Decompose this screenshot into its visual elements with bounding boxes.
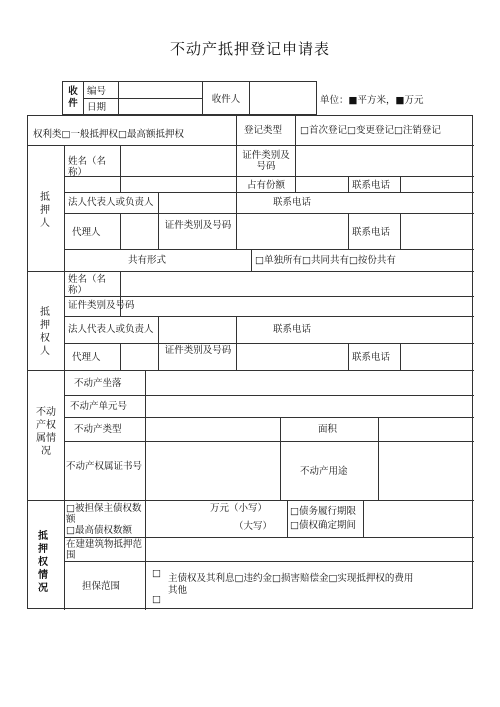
mortgagor-share-label: 占有份额 (246, 180, 285, 191)
mortgagor-id-label: 证件类别及号码 (242, 150, 290, 172)
property-cert-label: 不动产权属证书号 (66, 461, 143, 472)
claim-period-option[interactable]: □债权确定期间 (290, 520, 356, 531)
mortgagee-id-label: 证件类别及号码 (68, 300, 135, 311)
mortgagor-agent-id-label: 证件类别及号码 (164, 220, 232, 231)
mortgagee-legal-rep-label: 法人代表人或负责人 (68, 324, 154, 335)
yuan-small-label: 万元（小写） (210, 503, 268, 514)
number-field[interactable] (119, 82, 203, 99)
mortgagee-agent-id-label: 证件类别及号码 (164, 345, 232, 356)
receiver-label: 收件人 (203, 82, 250, 115)
mortgagee-legal-contact-label: 联系电话 (273, 324, 312, 335)
receiver-field[interactable] (250, 82, 317, 115)
property-usage-label: 不动产用途 (300, 466, 348, 477)
property-location-label: 不动产坐落 (74, 378, 122, 389)
property-type-label: 不动产类型 (74, 424, 122, 435)
scope-label: 担保范围 (82, 581, 121, 592)
co-own-label: 共有形式 (128, 255, 167, 266)
mortgagor-section: 抵押人 (40, 192, 50, 229)
co-own-options[interactable]: □单独所有□共同共有□按份共有 (255, 255, 396, 266)
date-label: 日期 (84, 98, 119, 115)
property-unit-label: 不动产单元号 (70, 401, 128, 412)
number-label: 编号 (84, 82, 119, 99)
mortgagee-name-label: 姓名（名称） (68, 274, 107, 296)
max-amount-option[interactable]: □最高债权数额 (66, 525, 132, 536)
mortgage-section: 抵押权情况 (38, 531, 48, 594)
date-field[interactable] (119, 98, 203, 115)
mortgagor-name-label: 姓名（名称） (68, 156, 107, 178)
scope-other: 其他 (168, 585, 188, 596)
yuan-big-label: （大写） (234, 521, 273, 532)
property-area-label: 面积 (318, 424, 338, 435)
property-section: 不动产权属情况 (36, 407, 56, 457)
scope-options[interactable]: 主债权及其利息□违约金□损害赔偿金□实现抵押权的费用 (168, 573, 414, 584)
application-form (27, 115, 473, 609)
mortgagor-contact-label: 联系电话 (352, 180, 391, 191)
mortgagee-agent-label: 代理人 (72, 352, 101, 363)
reg-type-options[interactable]: □首次登记□变更登记□注销登记 (300, 125, 441, 136)
page-title: 不动产抵押登记申请表 (169, 40, 330, 58)
rights-type-label: 权利类□一般抵押权□最高额抵押权 (33, 129, 184, 140)
secured-amount-option[interactable]: □被担保主债权数额 (66, 503, 142, 525)
mortgagor-agent-contact-label: 联系电话 (352, 227, 391, 238)
mortgagee-section: 抵押权人 (40, 307, 50, 357)
receipt-header-table (62, 81, 317, 115)
unit-text: 单位：■平方米，■万元 (320, 95, 424, 106)
debt-period-option[interactable]: □债务履行期限 (290, 506, 356, 517)
mortgagee-agent-contact-label: 联系电话 (352, 352, 391, 363)
construction-scope-label: 在建建筑物抵押范围 (66, 539, 143, 561)
reg-type-label: 登记类型 (244, 125, 283, 136)
mortgagor-legal-contact-label: 联系电话 (273, 197, 312, 208)
receipt-label: 收件 (63, 82, 84, 115)
scope-check-1[interactable]: □ (152, 568, 161, 579)
scope-check-2[interactable]: □ (152, 594, 161, 605)
mortgagor-agent-label: 代理人 (72, 227, 101, 238)
mortgagor-legal-rep-label: 法人代表人或负责人 (68, 197, 154, 208)
